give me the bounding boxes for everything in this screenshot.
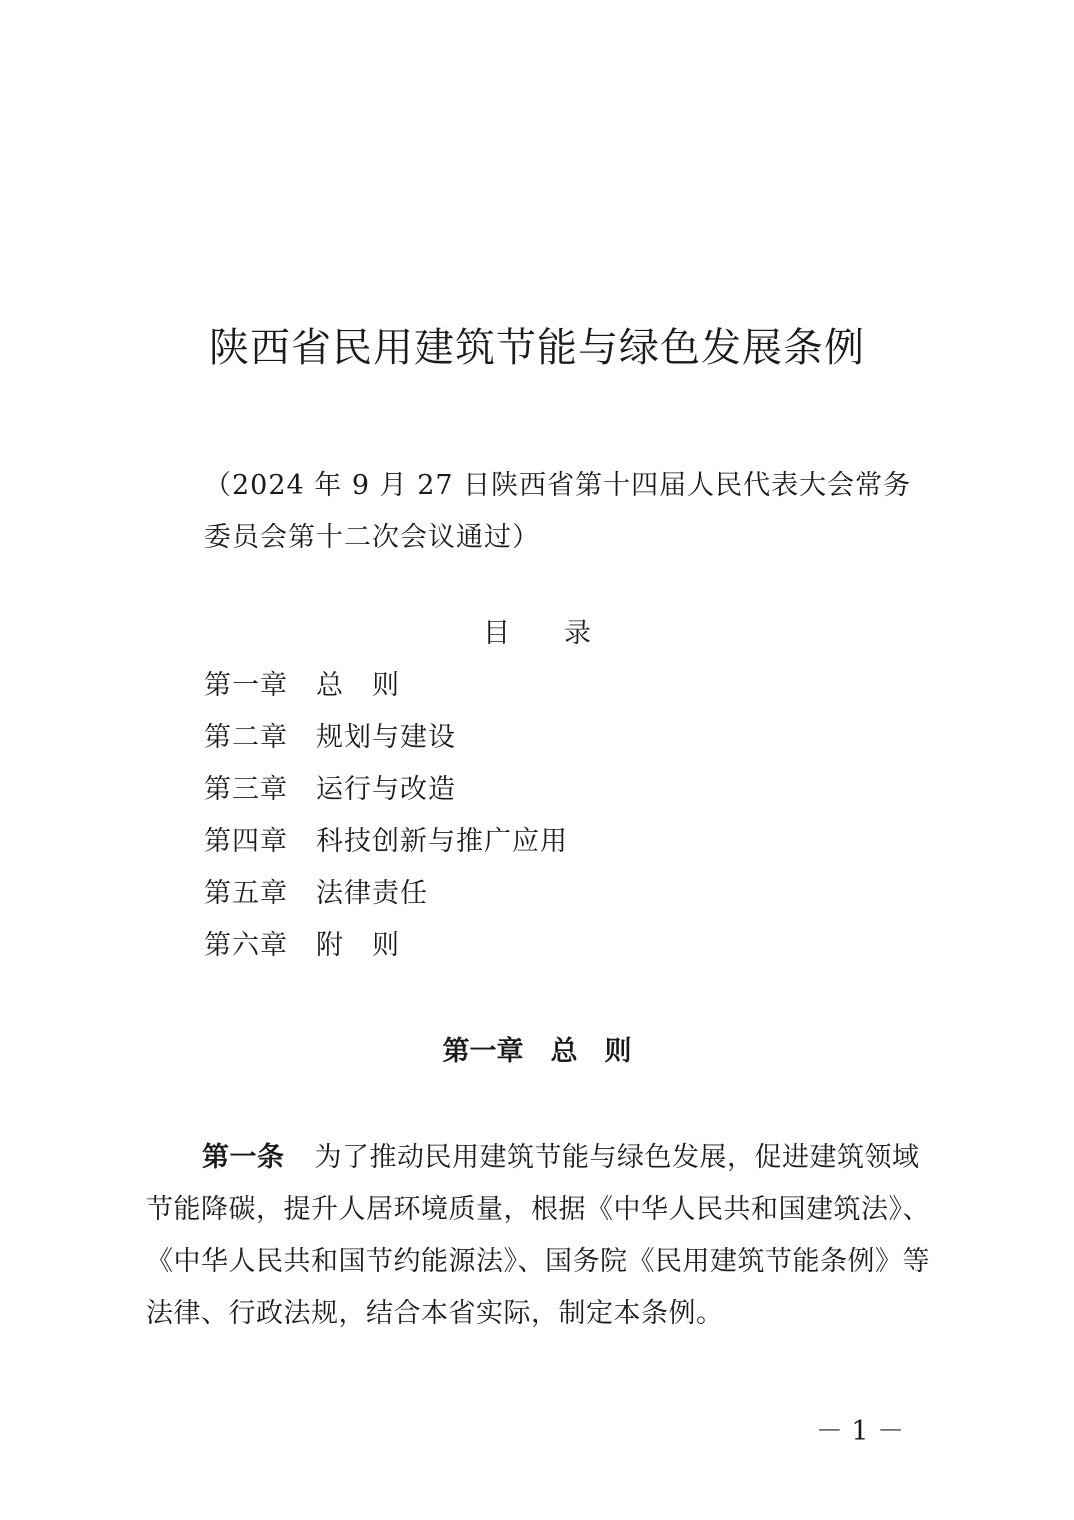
toc-item <box>204 922 904 974</box>
article-text: 为了推动民用建筑节能与绿色发展，促进建筑领域 <box>314 1142 920 1173</box>
article-line: 《中华人民共和国节约能源法》、国务院《民用建筑节能条例》等 <box>146 1246 930 1277</box>
toc-item <box>204 870 904 922</box>
table-of-contents <box>204 662 904 974</box>
toc-item <box>204 766 904 818</box>
toc-chapter-number: 第五章 <box>204 878 288 909</box>
toc-chapter-name: 规划与建设 <box>316 722 456 753</box>
adoption-note-line: （2024 年 9 月 27 日陕西省第十四届人民代表大会常务 <box>204 470 912 501</box>
toc-chapter-number: 第三章 <box>204 774 288 805</box>
page-number: － 1 － <box>815 1416 905 1447</box>
toc-item <box>204 714 904 766</box>
chapter-heading: 第一章 总 则 <box>442 1036 632 1067</box>
toc-heading: 目 录 <box>483 618 591 649</box>
article-line: 法律、行政法规，结合本省实际，制定本条例。 <box>146 1298 724 1329</box>
article-paragraph <box>146 1132 946 1340</box>
toc-chapter-number: 第二章 <box>204 722 288 753</box>
article-number: 第一条 <box>202 1142 285 1173</box>
adoption-note-line: 委员会第十二次会议通过） <box>204 522 540 553</box>
toc-chapter-name: 附 则 <box>316 930 400 961</box>
toc-chapter-name: 总 则 <box>316 670 400 701</box>
toc-chapter-number: 第四章 <box>204 826 288 857</box>
document-title: 陕西省民用建筑节能与绿色发展条例 <box>209 325 865 371</box>
toc-chapter-name: 法律责任 <box>316 878 428 909</box>
adoption-note <box>204 460 912 564</box>
toc-item <box>204 818 904 870</box>
toc-chapter-name: 运行与改造 <box>316 774 456 805</box>
toc-chapter-name: 科技创新与推广应用 <box>316 826 568 857</box>
toc-item <box>204 662 904 714</box>
toc-chapter-number: 第一章 <box>204 670 288 701</box>
article-line: 节能降碳，提升人居环境质量，根据《中华人民共和国建筑法》、 <box>146 1194 930 1225</box>
article-line <box>146 1132 946 1184</box>
toc-chapter-number: 第六章 <box>204 930 288 961</box>
